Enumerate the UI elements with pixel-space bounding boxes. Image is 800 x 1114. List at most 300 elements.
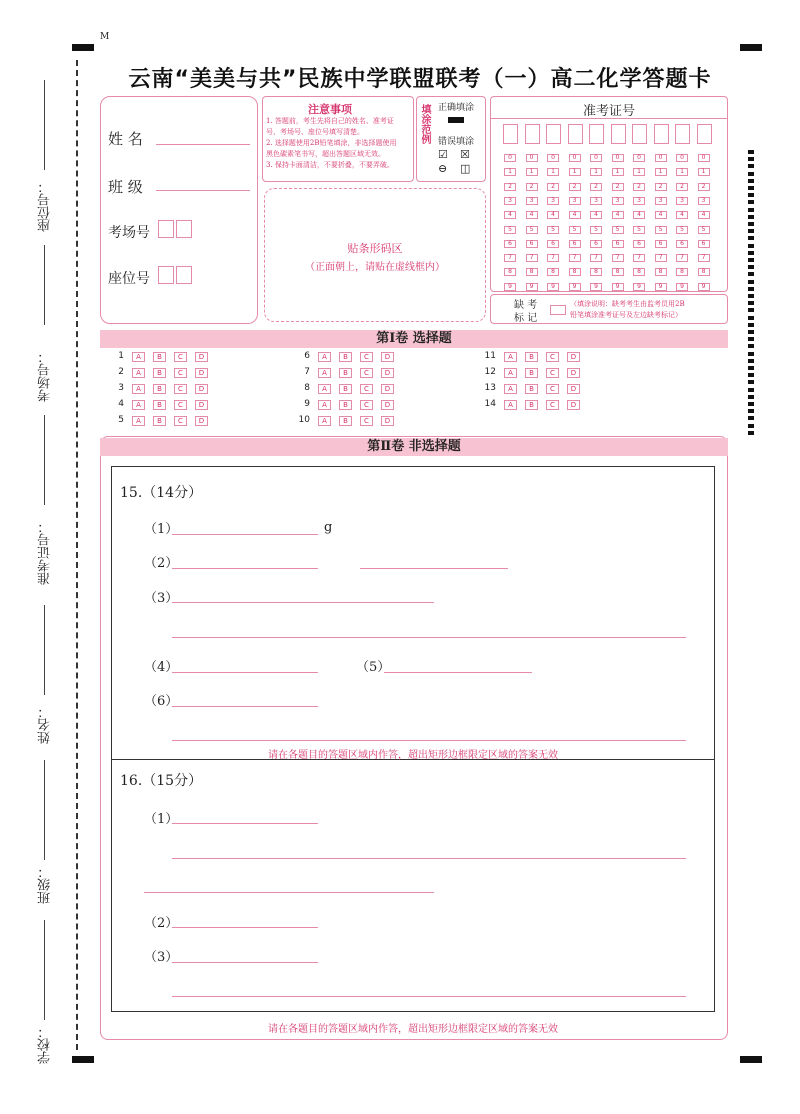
timing-mark	[748, 424, 754, 428]
exam-id-bubble[interactable]: 0	[612, 154, 624, 162]
exam-id-bubble[interactable]: 4	[526, 211, 538, 219]
mcq-option-bubble[interactable]: D	[195, 384, 208, 394]
exam-id-bubble[interactable]: 8	[655, 268, 667, 276]
mcq-option-bubble[interactable]: D	[195, 352, 208, 362]
timing-mark	[748, 186, 754, 190]
q16-sub2: （2）	[144, 916, 179, 931]
binding-seat-line	[44, 80, 45, 170]
exam-id-bubble[interactable]: 8	[698, 268, 710, 276]
q15-warning: 请在各题目的答题区域内作答，超出矩形边框限定区域的答案无效	[268, 750, 558, 761]
timing-mark	[748, 244, 754, 248]
mcq-option-bubble[interactable]: C	[174, 416, 187, 426]
mcq-number: 1	[118, 351, 124, 361]
notice-line-1: 1. 答题前，考生先将自己的姓名、准考证	[266, 117, 394, 125]
timing-mark	[748, 330, 754, 334]
exam-id-bubble[interactable]: 4	[547, 211, 559, 219]
mcq-option-bubble[interactable]: C	[360, 416, 373, 426]
timing-mark	[748, 272, 754, 276]
binding-class-label: 班级：	[38, 865, 53, 904]
timing-mark	[748, 380, 754, 384]
mcq-option-bubble[interactable]: A	[504, 368, 517, 378]
exam-id-bubble[interactable]: 3	[504, 197, 516, 205]
exam-id-bubble[interactable]: 0	[655, 154, 667, 162]
binding-seat-label: 座位号：	[38, 180, 53, 232]
timing-mark	[748, 236, 754, 240]
exam-id-bubble[interactable]: 2	[590, 183, 602, 191]
mcq-number: 5	[118, 415, 124, 425]
seat-box-1[interactable]	[158, 266, 174, 284]
mcq-option-bubble[interactable]: D	[195, 416, 208, 426]
room-box-1[interactable]	[158, 220, 174, 238]
mcq-option-bubble[interactable]: B	[339, 384, 352, 394]
exam-id-bubble[interactable]: 3	[590, 197, 602, 205]
exam-id-digit-cell[interactable]	[546, 124, 561, 144]
name-line[interactable]	[156, 144, 250, 145]
exam-id-bubble[interactable]: 2	[676, 183, 688, 191]
timing-mark	[748, 251, 754, 255]
q15-sub4-line[interactable]	[172, 672, 318, 673]
timing-mark	[748, 280, 754, 284]
mcq-number: 7	[304, 367, 310, 377]
mcq-option-bubble[interactable]: A	[318, 400, 331, 410]
exam-id-bubble[interactable]: 0	[590, 154, 602, 162]
wrong-mark-2: ☒	[460, 148, 470, 161]
q15-sub1-line[interactable]	[172, 534, 318, 535]
exam-id-divider	[490, 118, 728, 119]
q15-sub3-line-2[interactable]	[172, 637, 686, 638]
exam-id-bubble[interactable]: 2	[612, 183, 624, 191]
mcq-option-bubble[interactable]: C	[360, 352, 373, 362]
exam-id-title: 准考证号	[582, 104, 635, 119]
exam-id-bubble[interactable]: 0	[676, 154, 688, 162]
mcq-option-bubble[interactable]: A	[504, 384, 517, 394]
timing-mark	[748, 416, 754, 420]
exam-id-bubble[interactable]: 9	[612, 283, 624, 291]
q15-sub1-unit: g	[324, 520, 333, 535]
binding-name-line	[44, 760, 45, 860]
exam-id-bubble[interactable]: 7	[590, 254, 602, 262]
exam-id-bubble[interactable]: 5	[547, 226, 559, 234]
binding-dashed-line	[76, 60, 78, 1050]
notice-line-3: 2. 选择题使用2B铅笔填涂，非选择题使用	[266, 139, 397, 147]
mcq-option-bubble[interactable]: C	[174, 400, 187, 410]
timing-mark	[748, 193, 754, 197]
timing-mark	[748, 258, 754, 262]
timing-mark	[748, 301, 754, 305]
q15-sub4: （4）	[144, 660, 179, 675]
exam-id-bubble[interactable]: 8	[676, 268, 688, 276]
exam-id-bubble[interactable]: 5	[655, 226, 667, 234]
q15-sub6-line-1[interactable]	[172, 706, 318, 707]
mcq-number: 2	[118, 367, 124, 377]
exam-id-bubble[interactable]: 7	[569, 254, 581, 262]
mcq-option-bubble[interactable]: C	[360, 368, 373, 378]
mcq-option-bubble[interactable]: A	[132, 352, 145, 362]
exam-id-bubble[interactable]: 9	[698, 283, 710, 291]
exam-id-bubble[interactable]: 1	[504, 168, 516, 176]
exam-id-bubble[interactable]: 0	[569, 154, 581, 162]
exam-id-bubble[interactable]: 4	[590, 211, 602, 219]
exam-id-bubble[interactable]: 2	[655, 183, 667, 191]
mcq-option-bubble[interactable]: D	[567, 384, 580, 394]
mcq-number: 9	[304, 399, 310, 409]
exam-id-digit-cell[interactable]	[611, 124, 626, 144]
exam-id-bubble[interactable]: 1	[590, 168, 602, 176]
correct-fill-sample	[448, 117, 464, 123]
exam-id-bubble[interactable]: 6	[655, 240, 667, 248]
exam-id-bubble[interactable]: 9	[504, 283, 516, 291]
exam-id-bubble[interactable]: 3	[526, 197, 538, 205]
binding-room-label: 考场号：	[38, 350, 53, 402]
mcq-option-bubble[interactable]: C	[546, 352, 559, 362]
exam-id-bubble[interactable]: 9	[633, 283, 645, 291]
exam-id-bubble[interactable]: 6	[676, 240, 688, 248]
mcq-number: 4	[118, 399, 124, 409]
exam-id-bubble[interactable]: 9	[569, 283, 581, 291]
exam-id-bubble[interactable]: 7	[698, 254, 710, 262]
exam-id-bubble[interactable]: 1	[676, 168, 688, 176]
exam-id-bubble[interactable]: 3	[676, 197, 688, 205]
mcq-option-bubble[interactable]: D	[567, 352, 580, 362]
exam-id-bubble[interactable]: 2	[547, 183, 559, 191]
mcq-option-bubble[interactable]: B	[339, 416, 352, 426]
q16-sub3-line-1[interactable]	[172, 962, 318, 963]
corner-mark-bottom-right	[740, 1056, 762, 1063]
binding-class-line	[44, 920, 45, 1020]
exam-id-bubble[interactable]: 0	[526, 154, 538, 162]
exam-id-digit-cell[interactable]	[525, 124, 540, 144]
corner-letter: M	[100, 32, 110, 42]
mcq-option-bubble[interactable]: B	[339, 352, 352, 362]
q16-sub3-line-2[interactable]	[172, 996, 686, 997]
exam-id-bubble[interactable]: 9	[676, 283, 688, 291]
exam-id-bubble[interactable]: 2	[698, 183, 710, 191]
exam-id-digit-cell[interactable]	[632, 124, 647, 144]
exam-id-bubble[interactable]: 2	[569, 183, 581, 191]
exam-id-bubble[interactable]: 7	[655, 254, 667, 262]
mcq-option-bubble[interactable]: A	[132, 384, 145, 394]
mcq-option-bubble[interactable]: B	[525, 400, 538, 410]
absent-note-1: （填涂说明：缺考考生由监考员用2B	[570, 300, 685, 308]
mcq-option-bubble[interactable]: B	[153, 384, 166, 394]
timing-mark	[748, 208, 754, 212]
timing-mark	[748, 402, 754, 406]
exam-id-bubble[interactable]: 7	[526, 254, 538, 262]
exam-id-bubble[interactable]: 5	[504, 226, 516, 234]
exam-id-bubble[interactable]: 4	[698, 211, 710, 219]
exam-id-bubble[interactable]: 1	[698, 168, 710, 176]
exam-id-bubble[interactable]: 7	[504, 254, 516, 262]
mcq-option-bubble[interactable]: C	[174, 352, 187, 362]
timing-mark	[748, 344, 754, 348]
exam-id-bubble[interactable]: 6	[526, 240, 538, 248]
q15-sub2-line-1[interactable]	[172, 568, 318, 569]
exam-id-digit-cell[interactable]	[589, 124, 604, 144]
exam-id-bubble[interactable]: 3	[612, 197, 624, 205]
exam-id-bubble[interactable]: 8	[547, 268, 559, 276]
exam-id-bubble[interactable]: 4	[504, 211, 516, 219]
exam-id-bubble[interactable]: 7	[676, 254, 688, 262]
mcq-option-bubble[interactable]: A	[132, 368, 145, 378]
room-box-2[interactable]	[176, 220, 192, 238]
mcq-option-bubble[interactable]: C	[174, 368, 187, 378]
mcq-option-bubble[interactable]: B	[153, 400, 166, 410]
barcode-subtitle: （正面朝上，请贴在虚线框内）	[305, 262, 445, 273]
mcq-option-bubble[interactable]: D	[381, 368, 394, 378]
mcq-option-bubble[interactable]: B	[525, 352, 538, 362]
mcq-number: 10	[298, 415, 310, 425]
corner-mark-bottom-left	[72, 1056, 94, 1063]
mcq-number: 13	[484, 383, 496, 393]
q16-sub1-line-1[interactable]	[172, 823, 318, 824]
timing-mark	[748, 308, 754, 312]
mcq-option-bubble[interactable]: C	[360, 400, 373, 410]
mcq-option-bubble[interactable]: B	[525, 384, 538, 394]
timing-mark	[748, 337, 754, 341]
timing-mark	[748, 388, 754, 392]
exam-id-bubble[interactable]: 6	[504, 240, 516, 248]
timing-mark	[748, 395, 754, 399]
exam-id-bubble[interactable]: 6	[633, 240, 645, 248]
exam-id-bubble[interactable]: 0	[504, 154, 516, 162]
timing-mark	[748, 431, 754, 435]
exam-id-digit-cell[interactable]	[503, 124, 518, 144]
exam-id-bubble[interactable]: 5	[698, 226, 710, 234]
exam-id-digit-cell[interactable]	[697, 124, 712, 144]
exam-id-bubble[interactable]: 7	[633, 254, 645, 262]
exam-id-bubble[interactable]: 3	[547, 197, 559, 205]
mcq-option-bubble[interactable]: D	[195, 368, 208, 378]
absent-label-2: 标 记	[514, 313, 538, 324]
q15-sub2-line-2[interactable]	[360, 568, 508, 569]
name-label: 姓 名	[108, 130, 143, 148]
exam-id-bubble[interactable]: 5	[590, 226, 602, 234]
section1-title: 第Ⅰ卷 选择题	[100, 330, 728, 348]
seat-label: 座位号	[108, 271, 150, 287]
mcq-option-bubble[interactable]: B	[339, 400, 352, 410]
q16-head: 16.（15分）	[120, 773, 203, 789]
q16-sub2-line[interactable]	[172, 927, 318, 928]
corner-mark-top-left	[72, 44, 94, 51]
exam-id-bubble[interactable]: 9	[655, 283, 667, 291]
exam-id-bubble[interactable]: 6	[569, 240, 581, 248]
absent-note-2: 铅笔填涂准考证号及左边缺考标记）	[570, 311, 682, 319]
exam-id-bubble[interactable]: 7	[612, 254, 624, 262]
q15-box	[111, 466, 715, 760]
timing-mark	[748, 287, 754, 291]
mcq-option-bubble[interactable]: A	[132, 400, 145, 410]
fill-example-side-label: 填涂范例	[419, 104, 430, 144]
q15-sub2: （2）	[144, 556, 179, 571]
section2-bottom-warning: 请在各题目的答题区域内作答，超出矩形边框限定区域的答案无效	[268, 1024, 558, 1035]
timing-mark	[748, 172, 754, 176]
exam-id-bubble[interactable]: 3	[655, 197, 667, 205]
corner-mark-top-right	[740, 44, 762, 51]
seat-box-2[interactable]	[176, 266, 192, 284]
timing-mark	[748, 222, 754, 226]
exam-id-bubble[interactable]: 4	[655, 211, 667, 219]
mcq-option-bubble[interactable]: D	[195, 400, 208, 410]
mcq-number: 3	[118, 383, 124, 393]
timing-mark	[748, 294, 754, 298]
mcq-option-bubble[interactable]: B	[153, 368, 166, 378]
notice-title: 注意事项	[308, 103, 352, 116]
q15-sub6-line-2[interactable]	[172, 740, 686, 741]
q15-sub3-line-1[interactable]	[172, 602, 434, 603]
q15-sub6: （6）	[144, 694, 179, 709]
absent-bubble[interactable]	[550, 305, 566, 315]
mcq-option-bubble[interactable]: A	[318, 384, 331, 394]
binding-examid-label: 准考证号：	[38, 520, 53, 585]
exam-id-bubble[interactable]: 1	[633, 168, 645, 176]
barcode-title: 贴条形码区	[347, 242, 403, 255]
exam-id-bubble[interactable]: 7	[547, 254, 559, 262]
notice-line-4: 黑色碳素笔书写，超出答题区域无效。	[266, 150, 385, 158]
mcq-option-bubble[interactable]: B	[153, 352, 166, 362]
class-line[interactable]	[156, 190, 250, 191]
q16-box	[111, 760, 715, 1012]
exam-id-bubble[interactable]: 8	[612, 268, 624, 276]
timing-mark	[748, 179, 754, 183]
timing-mark	[748, 373, 754, 377]
exam-id-bubble[interactable]: 9	[547, 283, 559, 291]
mcq-option-bubble[interactable]: D	[381, 352, 394, 362]
timing-mark	[748, 150, 754, 154]
exam-id-bubble[interactable]: 5	[526, 226, 538, 234]
mcq-option-bubble[interactable]: D	[381, 400, 394, 410]
q15-sub1: （1）	[144, 522, 179, 537]
class-label: 班 级	[108, 178, 143, 196]
mcq-option-bubble[interactable]: C	[546, 368, 559, 378]
exam-id-bubble[interactable]: 8	[526, 268, 538, 276]
exam-id-bubble[interactable]: 1	[612, 168, 624, 176]
q15-head: 15.（14分）	[120, 485, 203, 501]
mcq-option-bubble[interactable]: D	[381, 384, 394, 394]
q15-sub5-line[interactable]	[384, 672, 532, 673]
mcq-number: 12	[484, 367, 496, 377]
exam-id-bubble[interactable]: 1	[569, 168, 581, 176]
mcq-option-bubble[interactable]: A	[318, 368, 331, 378]
q16-sub3: （3）	[144, 950, 179, 965]
exam-id-bubble[interactable]: 9	[526, 283, 538, 291]
exam-id-bubble[interactable]: 0	[698, 154, 710, 162]
exam-id-bubble[interactable]: 5	[569, 226, 581, 234]
mcq-number: 8	[304, 383, 310, 393]
exam-id-bubble[interactable]: 5	[612, 226, 624, 234]
exam-id-bubble[interactable]: 6	[590, 240, 602, 248]
wrong-fill-label: 错误填涂	[438, 137, 475, 147]
page-title: 云南“美美与共”民族中学联盟联考（一）高二化学答题卡	[128, 67, 712, 92]
exam-id-bubble[interactable]: 0	[633, 154, 645, 162]
binding-school-label: 学校：	[38, 1025, 53, 1064]
absent-label-1: 缺 考	[514, 300, 538, 311]
exam-id-digit-cell[interactable]	[568, 124, 583, 144]
mcq-option-bubble[interactable]: A	[132, 416, 145, 426]
notice-line-5: 3. 保持卡面清洁，不要折叠，不要弄破。	[266, 161, 394, 169]
exam-id-bubble[interactable]: 2	[504, 183, 516, 191]
exam-id-bubble[interactable]: 4	[612, 211, 624, 219]
exam-id-digit-cell[interactable]	[675, 124, 690, 144]
mcq-option-bubble[interactable]: C	[546, 400, 559, 410]
mcq-option-bubble[interactable]: B	[525, 368, 538, 378]
binding-room-line	[44, 415, 45, 505]
exam-id-bubble[interactable]: 6	[612, 240, 624, 248]
timing-mark	[748, 200, 754, 204]
exam-id-bubble[interactable]: 2	[526, 183, 538, 191]
timing-mark	[748, 229, 754, 233]
q16-sub1: （1）	[144, 812, 179, 827]
timing-mark	[748, 352, 754, 356]
mcq-number: 6	[304, 351, 310, 361]
exam-id-bubble[interactable]: 5	[676, 226, 688, 234]
mcq-option-bubble[interactable]: D	[567, 400, 580, 410]
exam-id-bubble[interactable]: 8	[590, 268, 602, 276]
mcq-option-bubble[interactable]: C	[546, 384, 559, 394]
mcq-option-bubble[interactable]: D	[381, 416, 394, 426]
timing-mark	[748, 409, 754, 413]
binding-seat-line-2	[44, 245, 45, 325]
q15-sub5: （5）	[356, 660, 391, 675]
timing-mark	[748, 164, 754, 168]
notice-line-2: 号、考场号、座位号填写清楚。	[266, 128, 364, 136]
exam-id-bubble[interactable]: 6	[547, 240, 559, 248]
mcq-option-bubble[interactable]: A	[318, 352, 331, 362]
exam-id-bubble[interactable]: 1	[526, 168, 538, 176]
exam-id-bubble[interactable]: 8	[569, 268, 581, 276]
q15-sub3: （3）	[144, 591, 179, 606]
wrong-mark-3: ⊖	[438, 162, 448, 175]
exam-id-bubble[interactable]: 3	[633, 197, 645, 205]
wrong-mark-4: ◫	[460, 162, 471, 175]
mcq-option-bubble[interactable]: D	[567, 368, 580, 378]
room-label: 考场号	[108, 225, 150, 241]
mcq-option-bubble[interactable]: C	[360, 384, 373, 394]
exam-id-bubble[interactable]: 6	[698, 240, 710, 248]
binding-examid-line	[44, 605, 45, 695]
exam-id-bubble[interactable]: 9	[590, 283, 602, 291]
exam-id-bubble[interactable]: 5	[633, 226, 645, 234]
mcq-number: 14	[484, 399, 496, 409]
q16-sub1-line-3[interactable]	[144, 892, 434, 893]
timing-mark	[748, 215, 754, 219]
exam-id-bubble[interactable]: 4	[676, 211, 688, 219]
exam-id-bubble[interactable]: 0	[547, 154, 559, 162]
exam-id-bubble[interactable]: 3	[569, 197, 581, 205]
exam-id-bubble[interactable]: 4	[633, 211, 645, 219]
mcq-option-bubble[interactable]: C	[174, 384, 187, 394]
exam-id-bubble[interactable]: 8	[504, 268, 516, 276]
timing-mark	[748, 157, 754, 161]
exam-id-bubble[interactable]: 8	[633, 268, 645, 276]
section2-title: 第Ⅱ卷 非选择题	[100, 438, 728, 456]
timing-mark	[748, 316, 754, 320]
wrong-mark-1: ☑	[438, 148, 448, 161]
q16-sub1-line-2[interactable]	[172, 858, 686, 859]
mcq-option-bubble[interactable]: A	[504, 400, 517, 410]
mcq-option-bubble[interactable]: B	[339, 368, 352, 378]
mcq-option-bubble[interactable]: B	[153, 416, 166, 426]
binding-name-label: 姓名：	[38, 705, 53, 744]
mcq-option-bubble[interactable]: A	[504, 352, 517, 362]
exam-id-digit-cell[interactable]	[654, 124, 669, 144]
mcq-option-bubble[interactable]: A	[318, 416, 331, 426]
exam-id-bubble[interactable]: 4	[569, 211, 581, 219]
exam-id-bubble[interactable]: 2	[633, 183, 645, 191]
exam-id-bubble[interactable]: 1	[655, 168, 667, 176]
exam-id-bubble[interactable]: 1	[547, 168, 559, 176]
exam-id-bubble[interactable]: 3	[698, 197, 710, 205]
correct-fill-label: 正确填涂	[438, 103, 475, 113]
